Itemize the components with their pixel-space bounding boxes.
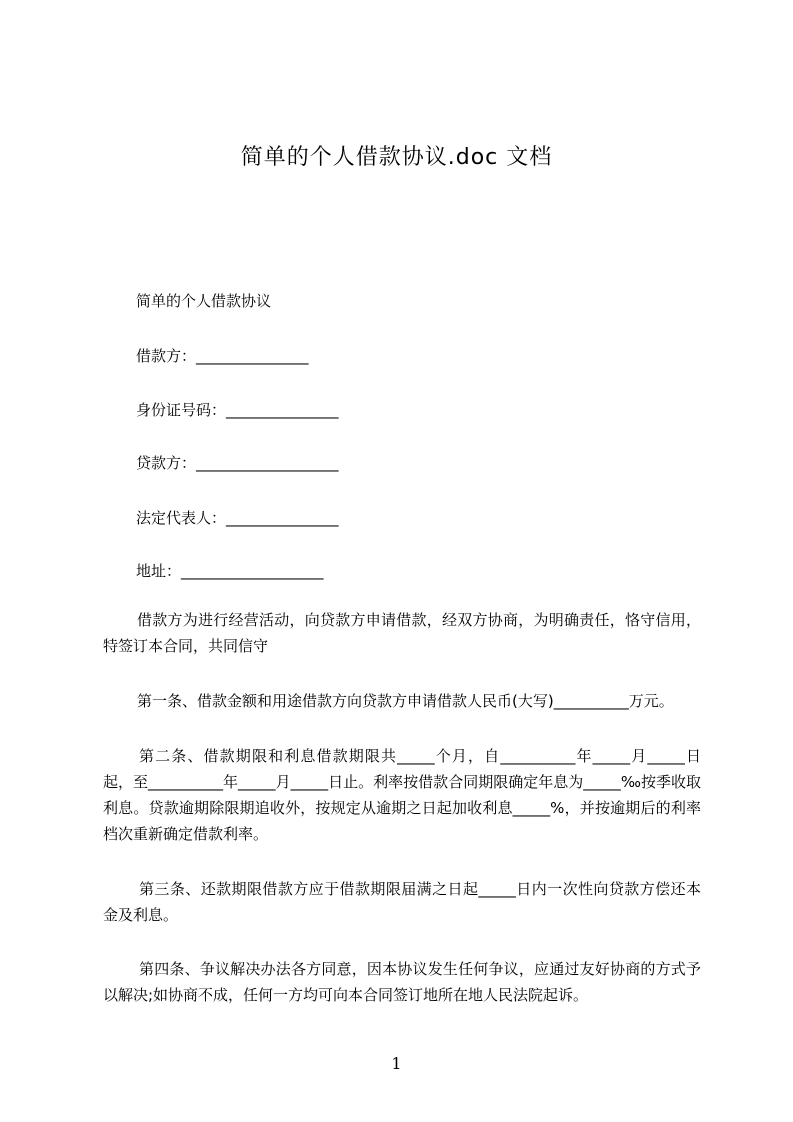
id-number-field: 身份证号码：_______________ [136,401,339,419]
agreement-subtitle: 简单的个人借款协议 [136,292,272,310]
article-2-paragraph: 第二条、借款期限和利息借款期限共_____个月，自__________年_____月_____日起，至__________年_____月_____日止。利率按借款合同期限确定年息为_____‰按季收取利息。贷款逾期除限期追收外，按规定从逾期之日起加收利息_____%，并按逾期后的利率档次重新确定借款利率。 [103,747,701,843]
page-number: 1 [391,1054,402,1073]
intro-paragraph: 借款方为进行经营活动，向贷款方申请借款，经双方协商，为明确责任，恪守信用，特签订本合同，共同信守 [103,611,701,655]
legal-representative-field: 法定代表人：_______________ [136,509,339,527]
lender-field: 贷款方：___________________ [136,454,339,472]
article-1-paragraph: 第一条、借款金额和用途借款方向贷款方申请借款人民币(大写)__________万元。 [137,692,674,710]
document-title: 简单的个人借款协议.doc 文档 [240,145,553,170]
article-3-paragraph: 第三条、还款期限借款方应于借款期限届满之日起_____日内一次性向贷款方偿还本金及利息。 [103,880,701,924]
address-field: 地址：___________________ [136,562,324,580]
borrower-field: 借款方：_______________ [136,347,309,365]
article-4-paragraph: 第四条、争议解决办法各方同意，因本协议发生任何争议，应通过友好协商的方式予以解决;如协商不成，任何一方均可向本合同签订地所在地人民法院起诉。 [103,960,701,1004]
